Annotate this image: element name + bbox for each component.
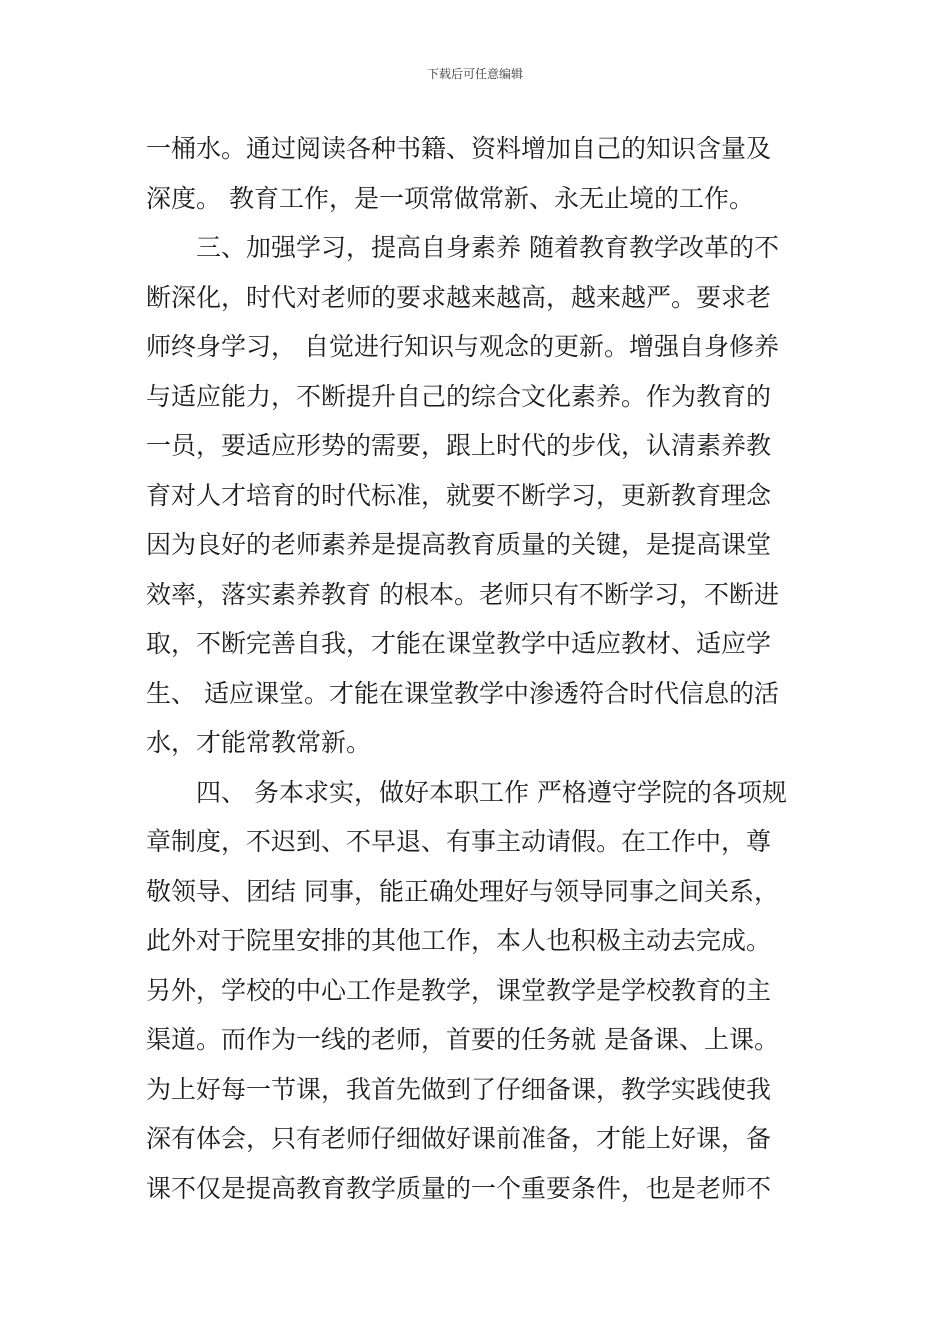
text-line: 水，才能常教常新。 xyxy=(146,728,372,757)
text-line: 一桶水。通过阅读各种书籍、资料增加自己的知识含量及 xyxy=(146,134,772,163)
text-line: 深度。 教育工作，是一项常做常新、永无止境的工作。 xyxy=(146,183,754,213)
text-line: 育对人才培育的时代标准，就要不断学习，更新教育理念 xyxy=(146,480,772,510)
text-line: 断深化，时代对老师的要求越来越高，越来越严。要求老 xyxy=(146,282,772,312)
text-line: 取，不断完善自我，才能在课堂教学中适应教材、适应学 xyxy=(146,629,772,658)
text-line: 此外对于院里安排的其他工作，本人也积极主动去完成。 xyxy=(146,926,772,955)
text-line: 因为良好的老师素养是提高教育质量的关键，是提高课堂 xyxy=(146,530,772,559)
header-text: 下载后可任意编辑 xyxy=(426,67,523,81)
text-line: 为上好每一节课，我首先做到了仔细备课，教学实践使我 xyxy=(146,1074,772,1104)
text-line: 生、 适应课堂。才能在课堂教学中渗透符合时代信息的活 xyxy=(146,678,779,708)
text-line: 渠道。而作为一线的老师，首要的任务就 是备课、上课。 xyxy=(146,1025,779,1054)
text-line: 效率，落实素养教育 的根本。老师只有不断学习，不断进 xyxy=(146,579,779,609)
text-line: 一员，要适应形势的需要，跟上时代的步伐，认清素养教 xyxy=(146,431,772,460)
text-line: 师终身学习， 自觉进行知识与观念的更新。增强自身修养 xyxy=(146,332,779,361)
text-line: 课不仅是提高教育教学质量的一个重要条件，也是老师不 xyxy=(146,1173,772,1203)
text-line: 章制度，不迟到、不早退、有事主动请假。在工作中，尊 xyxy=(146,827,772,856)
text-line: 另外，学校的中心工作是教学，课堂教学是学校教育的主 xyxy=(146,975,772,1005)
section-heading-line: 四、 务本求实，做好本职工作 严格遵守学院的各项规 xyxy=(196,777,787,807)
page-header xyxy=(0,66,950,82)
section-heading-line: 三、加强学习，提高自身素养 随着教育教学改革的不 xyxy=(196,233,779,262)
text-line: 与适应能力，不断提升自己的综合文化素养。作为教育的 xyxy=(146,381,772,411)
document-body xyxy=(146,124,810,1213)
text-line: 深有体会，只有老师仔细做好课前准备，才能上好课，备 xyxy=(146,1124,772,1153)
text-line: 敬领导、团结 同事，能正确处理好与领导同事之间关系， xyxy=(146,876,779,906)
